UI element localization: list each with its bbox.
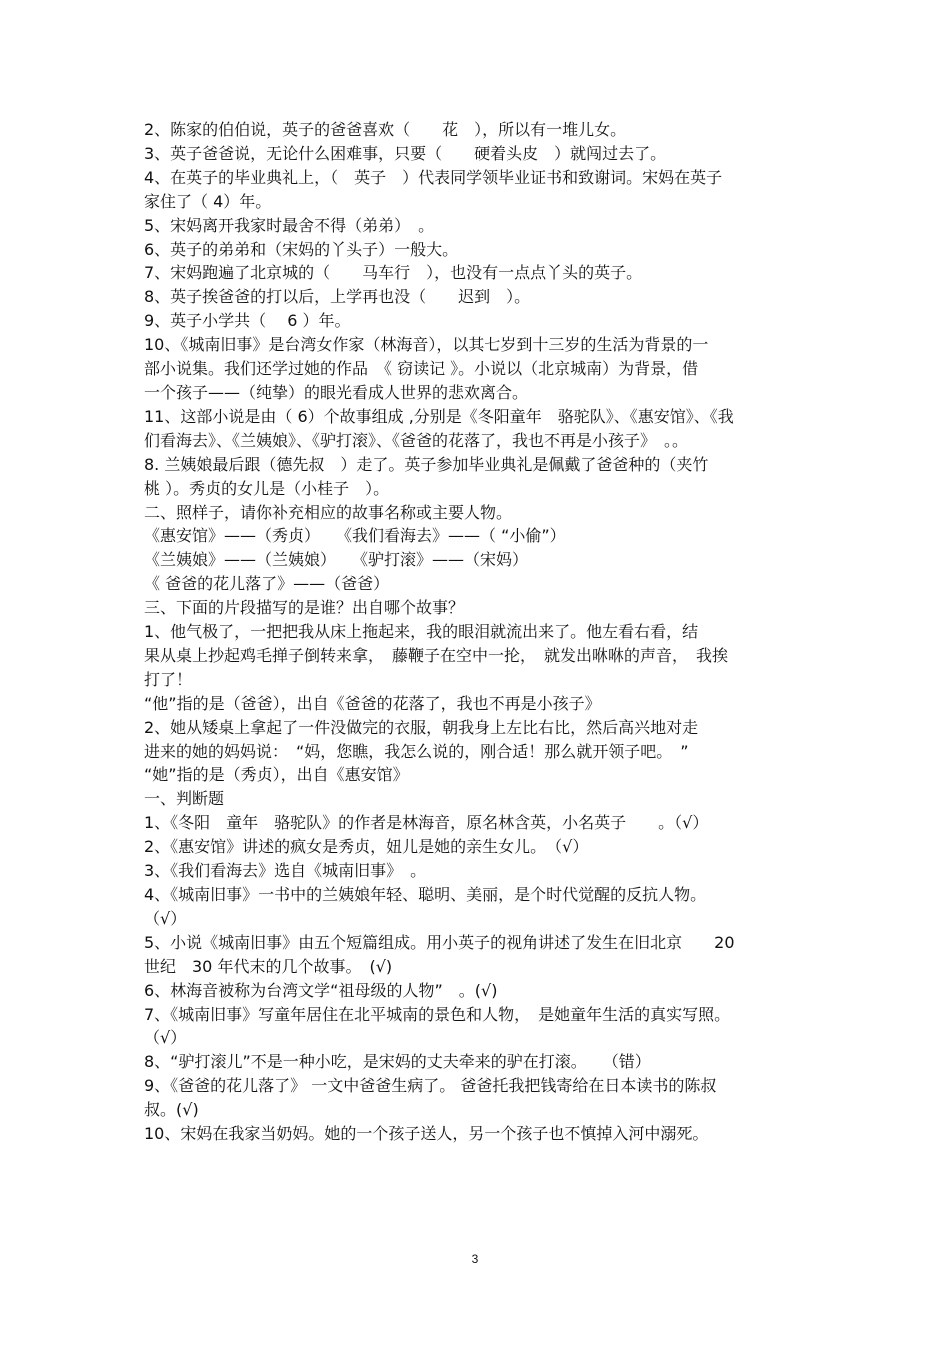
page-number: 3 xyxy=(471,1252,479,1266)
text-line: 8、英子挨爸爸的打以后，上学再也没（ 迟到 ）。 xyxy=(144,287,531,307)
text-line: 8、“驴打滚儿”不是一种小吃，是宋妈的丈夫牵来的驴在打滚。 （错） xyxy=(144,1052,651,1072)
text-line: 7、宋妈跑遍了北京城的（ 马车行 ），也没有一点点丫头的英子。 xyxy=(144,263,643,283)
text-line: （√） xyxy=(144,908,187,928)
text-line: 世纪 30 年代末的几个故事。 (√) xyxy=(144,956,393,976)
text-line: 一个孩子——（纯挚）的眼光看成人世界的悲欢离合。 xyxy=(144,382,529,402)
text-line: 8. 兰姨娘最后跟（德先叔 ）走了。英子参加毕业典礼是佩戴了爸爸种的（夹竹 xyxy=(144,454,709,474)
text-line: （√） xyxy=(144,1028,187,1048)
text-line: 9、英子小学共（ 6 ）年。 xyxy=(144,311,351,331)
text-line: 3、英子爸爸说，无论什么困难事，只要（ 硬着头皮 ）就闯过去了。 xyxy=(144,143,667,163)
text-line: 2、她从矮桌上拿起了一件没做完的衣服，朝我身上左比右比，然后高兴地对走 xyxy=(144,717,699,737)
text-line: 9、《爸爸的花儿落了》 一文中爸爸生病了。 爸爸托我把钱寄给在日本读书的陈叔 xyxy=(144,1076,717,1096)
text-line: 1、他气极了，一把把我从床上拖起来，我的眼泪就流出来了。他左看右看，结 xyxy=(144,622,699,642)
document-body xyxy=(144,118,814,1146)
text-line: 们看海去》、《兰姨娘》、《驴打滚》、《爸爸的花落了，我也不再是小孩子》 。。 xyxy=(144,430,689,450)
text-line: 4、《城南旧事》一书中的兰姨娘年轻、聪明、美丽，是个时代觉醒的反抗人物。 xyxy=(144,885,707,904)
text-line: 果从桌上抄起鸡毛掸子倒转来拿， 藤鞭子在空中一抡， 就发出咻咻的声音， 我挨 xyxy=(144,645,729,665)
text-line: 2、陈家的伯伯说，英子的爸爸喜欢（ 花 ），所以有一堆儿女。 xyxy=(144,120,627,139)
text-line: 1、《冬阳 童年 骆驼队》的作者是林海音，原名林含英，小名英子 。（√） xyxy=(144,813,709,833)
text-line: 《兰姨娘》——（兰姨娘） 《驴打滚》——（宋妈） xyxy=(144,550,529,570)
text-line: 5、小说《城南旧事》由五个短篇组成。用小英子的视角讲述了发生在旧北京 20 xyxy=(144,932,735,952)
text-line: 5、宋妈离开我家时最舍不得（弟弟） 。 xyxy=(144,215,435,235)
text-line: 二、照样子，请你补充相应的故事名称或主要人物。 xyxy=(144,502,513,522)
text-line: 桃 ）。秀贞的女儿是（小桂子 ）。 xyxy=(144,478,390,498)
text-line: 三、下面的片段描写的是谁？出自哪个故事？ xyxy=(144,598,465,618)
text-line: 进来的她的妈妈说： “妈，您瞧，我怎么说的，刚合适！那么就开领子吧。 ” xyxy=(144,741,689,761)
text-line: 打了！ xyxy=(144,669,193,689)
text-line: 《惠安馆》——（秀贞） 《我们看海去》——（ “小偷”） xyxy=(144,526,566,546)
text-line: 10、宋妈在我家当奶妈。她的一个孩子送人，另一个孩子也不慎掉入河中溺死。 xyxy=(144,1124,709,1144)
text-line: 一、判断题 xyxy=(144,789,225,809)
text-line: 《 爸爸的花儿落了》——（爸爸） xyxy=(144,574,390,594)
text-line: 3、《我们看海去》选自《城南旧事》 。 xyxy=(144,861,427,881)
text-line: 家住了（ 4）年。 xyxy=(144,191,272,211)
text-line: “她”指的是（秀贞），出自《惠安馆》 xyxy=(144,765,409,785)
text-line: 10、《城南旧事》是台湾女作家（林海音），以其七岁到十三岁的生活为背景的一 xyxy=(144,335,709,355)
text-line: 4、在英子的毕业典礼上，（ 英子 ）代表同学领毕业证书和致谢词。宋妈在英子 xyxy=(144,167,723,187)
text-line: “他”指的是（爸爸），出自《爸爸的花落了，我也不再是小孩子》 xyxy=(144,693,601,713)
text-line: 叔。(√) xyxy=(144,1100,199,1120)
text-line: 部小说集。我们还学过她的作品 《 窃读记 》。小说以（北京城南）为背景，借 xyxy=(144,359,699,379)
text-line: 2、《惠安馆》讲述的疯女是秀贞，妞儿是她的亲生女儿。 （√） xyxy=(144,837,589,857)
text-line: 11、这部小说是由（ 6）个故事组成 ,分别是《冬阳童年 骆驼队》、《惠安馆》、《我 xyxy=(144,406,734,426)
text-line: 6、英子的弟弟和（宋妈的丫头子）一般大。 xyxy=(144,239,459,259)
text-line: 6、林海音被称为台湾文学“祖母级的人物” 。(√) xyxy=(144,980,498,1000)
text-line: 7、《城南旧事》写童年居住在北平城南的景色和人物， 是她童年生活的真实写照。 xyxy=(144,1004,731,1024)
